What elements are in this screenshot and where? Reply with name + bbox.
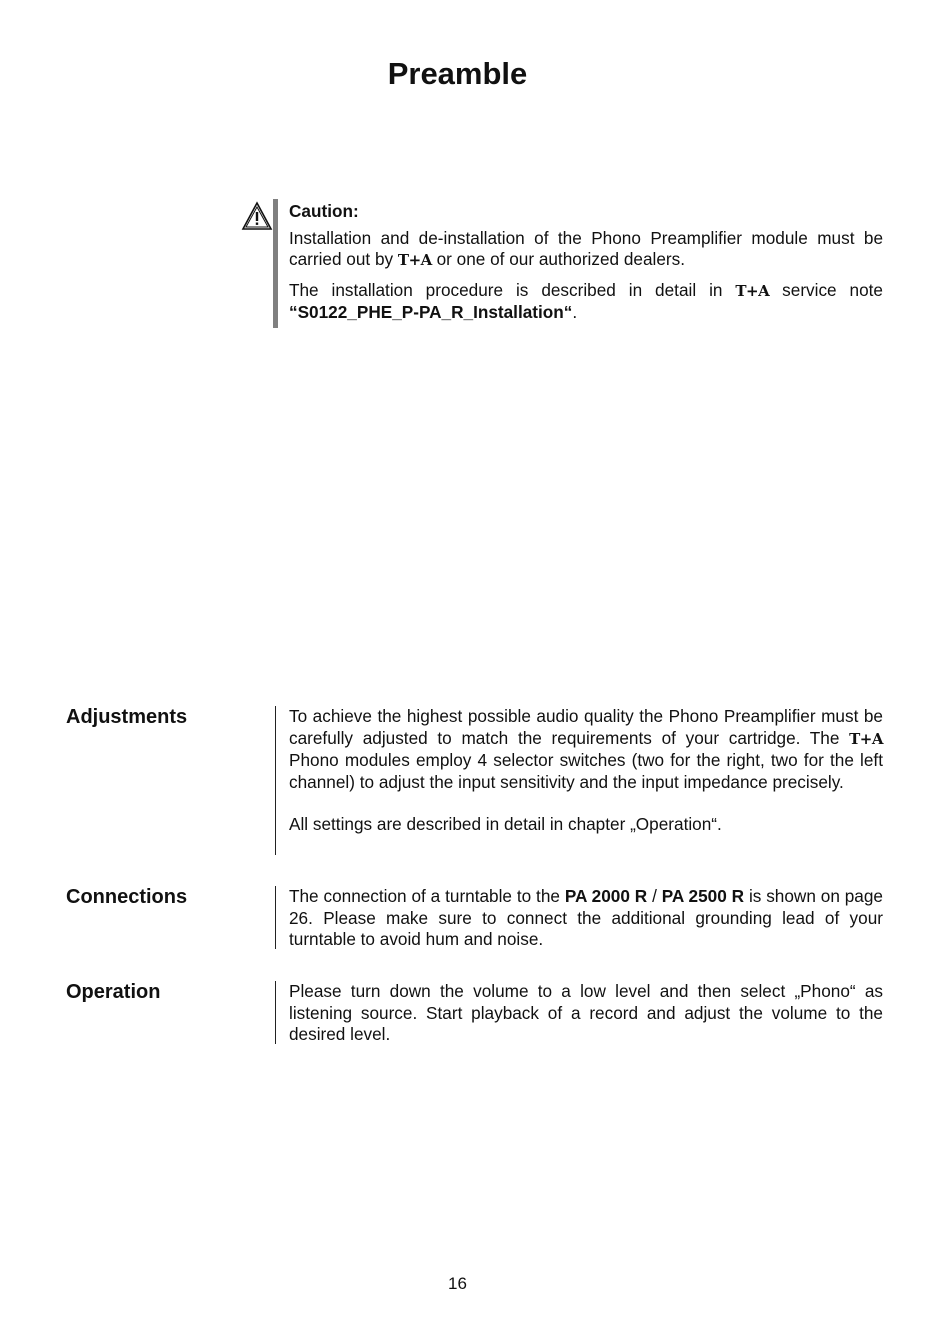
caution-sidebar [273,199,278,328]
brand-logo: T+A [397,251,432,269]
adjustments-text [289,706,883,836]
operation-paragraph: Please turn down the volume to a low level and then select „Phono“ as listening source. Start playback of a record and adjust the volume to the desired level. [289,981,883,1044]
section-heading-adjustments: Adjustments [66,706,188,728]
adjustments-p1-text-b: Phono modules employ 4 selector switches (two for the right, two for the left channel) to adjust the input sensitivity and the input impedance precisely. [289,750,883,792]
operation-divider [275,981,276,1044]
connections-text-a: The connection of a turntable to the [289,886,560,906]
connections-text-b: is shown on page 26. Please make sure to connect the additional grounding lead of your turntable to avoid hum and noise. [289,886,883,949]
adjustments-paragraph-1 [289,706,883,793]
caution-p1-text-b: or one of our authorized dealers. [436,249,685,269]
caution-title: Caution: [289,201,359,221]
caution-paragraph-2 [289,280,883,324]
adjustments-p1-text-a: To achieve the highest possible audio quality the Phono Preamplifier must be carefully adjusted to match the requirements of your cartridge. The [289,706,883,748]
caution-p2-end: . [572,302,578,322]
model-pa2000r: PA 2000 R [564,886,648,906]
connections-text [289,886,883,951]
service-note-name: “S0122_PHE_P-PA_R_Installation“ [289,302,573,322]
warning-triangle-icon [241,201,273,231]
caution-p1-text-a: Installation and de-installation of the Phono Preamplifier module must be carried out by [289,227,883,269]
connections-divider [275,886,276,949]
caution-paragraph-1 [289,228,883,272]
caution-p2-text-a: The installation procedure is described in detail in [289,279,723,300]
caution-p2-text-b: service note [782,279,883,300]
connections-paragraph [289,886,883,951]
model-pa2500r: PA 2500 R [661,886,745,906]
model-separator: / [652,886,657,906]
operation-text [289,981,883,1046]
adjustments-paragraph-2: All settings are described in detail in chapter „Operation“. [289,814,722,834]
section-heading-connections: Connections [66,886,188,908]
adjustments-divider [275,706,276,855]
brand-logo: T+A [735,281,770,300]
page-title: Preamble [387,56,528,91]
page-number: 16 [448,1274,467,1293]
section-heading-operation: Operation [66,981,161,1003]
brand-logo: T+A [849,729,884,748]
caution-block [289,201,883,332]
